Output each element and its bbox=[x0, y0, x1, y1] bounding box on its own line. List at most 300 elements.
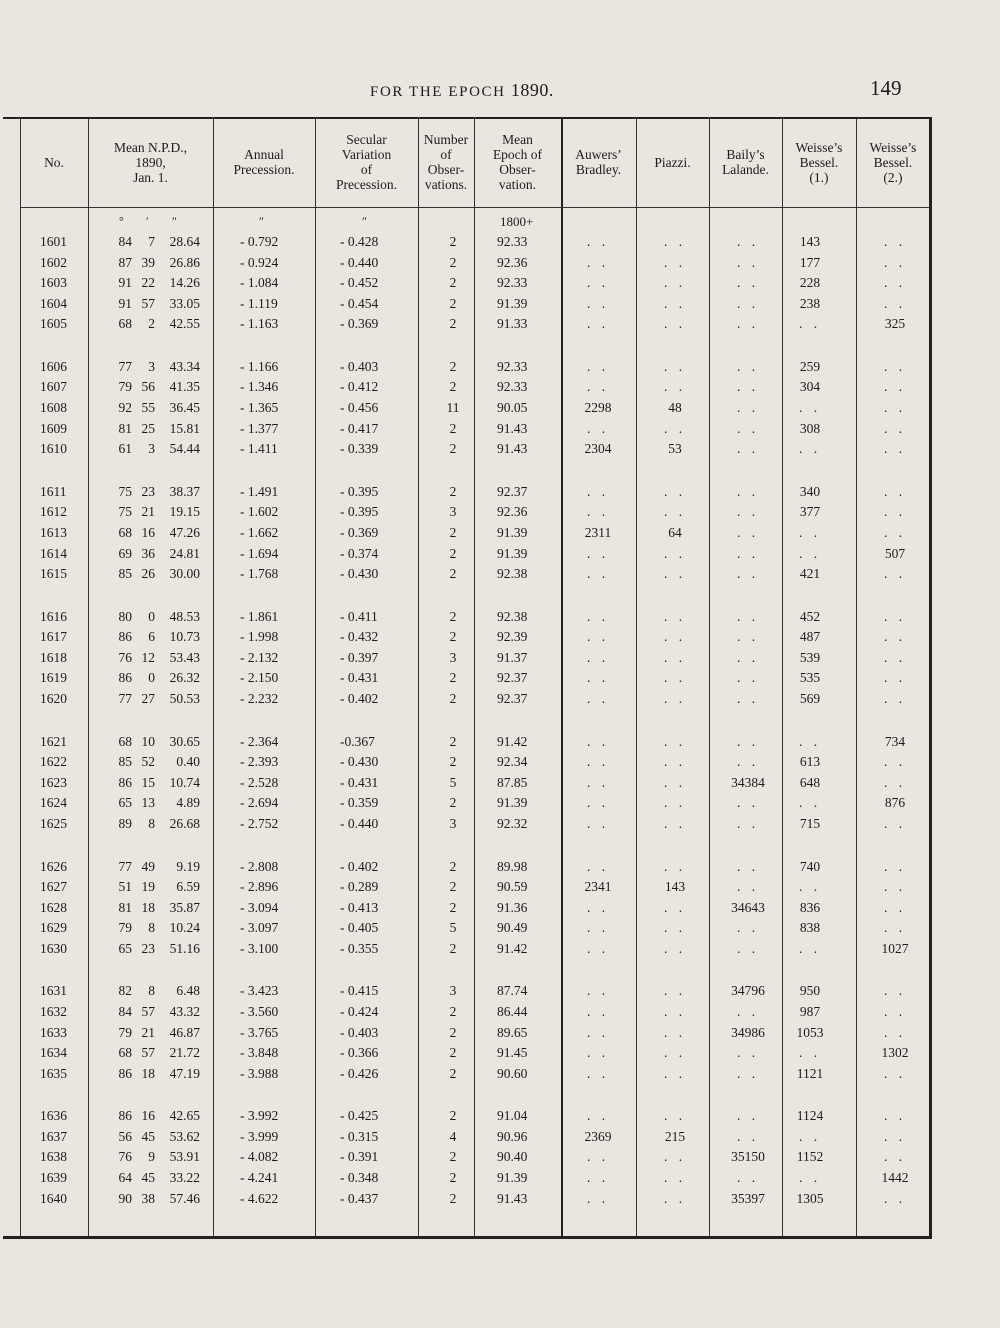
star-number: 1640 bbox=[40, 1190, 67, 1206]
weisse-bessel-1-ref: 1053 bbox=[796, 1024, 824, 1040]
piazzi-ref: . . bbox=[663, 1149, 687, 1165]
npd-minutes: 22 bbox=[141, 275, 155, 291]
observation-count: 2 bbox=[449, 879, 457, 895]
lalande-ref: . . bbox=[736, 608, 760, 624]
column-header-annual-precession: Annual Precession. bbox=[233, 147, 295, 177]
annual-precession: - 2.132 bbox=[240, 649, 279, 665]
weisse-bessel-2-ref: . . bbox=[883, 670, 907, 686]
weisse-bessel-1-ref: . . bbox=[798, 400, 822, 416]
auwers-bradley-ref: . . bbox=[586, 920, 610, 936]
observation-count: 2 bbox=[449, 234, 457, 249]
weisse-bessel-2-ref: . . bbox=[883, 504, 907, 520]
npd-degrees: 84 bbox=[118, 234, 132, 249]
mean-epoch: 91.45 bbox=[497, 1045, 528, 1061]
secular-variation: - 0.411 bbox=[340, 608, 378, 624]
npd-seconds: 50.53 bbox=[169, 691, 200, 707]
npd-degrees: 79 bbox=[118, 920, 132, 936]
mean-epoch: 87.74 bbox=[497, 983, 528, 999]
auwers-bradley-ref: . . bbox=[586, 545, 610, 561]
lalande-ref: . . bbox=[736, 1170, 760, 1186]
piazzi-ref: . . bbox=[663, 858, 687, 874]
lalande-ref: . . bbox=[736, 879, 760, 895]
secular-variation: - 0.395 bbox=[340, 483, 379, 499]
piazzi-ref: 64 bbox=[668, 524, 682, 540]
npd-seconds: 28.64 bbox=[169, 234, 200, 249]
secular-variation: - 0.369 bbox=[340, 524, 379, 540]
npd-minutes: 3 bbox=[148, 441, 155, 457]
npd-degrees: 81 bbox=[118, 420, 132, 436]
mean-epoch: 90.60 bbox=[497, 1065, 528, 1081]
npd-seconds: 41.35 bbox=[169, 379, 200, 395]
auwers-bradley-ref: . . bbox=[586, 504, 610, 520]
npd-seconds: 42.65 bbox=[169, 1108, 200, 1124]
annual-precession: - 3.560 bbox=[240, 1003, 279, 1019]
weisse-bessel-1-ref: 539 bbox=[799, 649, 821, 665]
table-row bbox=[0, 1045, 1000, 1065]
weisse-bessel-1-ref: . . bbox=[798, 940, 822, 956]
npd-minutes: 27 bbox=[141, 691, 155, 707]
annual-precession: - 1.694 bbox=[240, 545, 279, 561]
star-number: 1622 bbox=[40, 754, 67, 770]
piazzi-ref: . . bbox=[663, 316, 687, 332]
weisse-bessel-1-ref: 377 bbox=[799, 504, 821, 520]
column-header-secular-variation: Secular Variation of Precession. bbox=[335, 132, 398, 192]
table-row bbox=[0, 504, 1000, 524]
piazzi-ref: . . bbox=[663, 504, 687, 520]
auwers-bradley-ref: . . bbox=[586, 983, 610, 999]
table-row bbox=[0, 421, 1000, 441]
lalande-ref: . . bbox=[736, 358, 760, 374]
column-header-mean-npd: Mean N.P.D., 1890, Jan. 1. bbox=[113, 139, 188, 185]
piazzi-ref: . . bbox=[663, 1170, 687, 1186]
npd-degrees: 51 bbox=[118, 879, 132, 895]
weisse-bessel-1-ref: 177 bbox=[799, 254, 821, 270]
weisse-bessel-1-ref: . . bbox=[798, 545, 822, 561]
piazzi-ref: . . bbox=[663, 566, 687, 582]
piazzi-ref: . . bbox=[663, 358, 687, 374]
secular-variation: - 0.440 bbox=[340, 254, 379, 270]
mean-epoch: 91.33 bbox=[497, 316, 528, 332]
annual-precession: - 3.999 bbox=[240, 1128, 279, 1144]
weisse-bessel-1-ref: . . bbox=[798, 524, 822, 540]
npd-minutes: 6 bbox=[148, 629, 155, 645]
observation-count: 2 bbox=[449, 254, 457, 270]
observation-count: 2 bbox=[449, 1045, 457, 1061]
mean-epoch: 92.37 bbox=[497, 691, 528, 707]
star-number: 1637 bbox=[40, 1128, 67, 1144]
secular-variation: - 0.440 bbox=[340, 815, 379, 831]
annual-precession: - 3.848 bbox=[240, 1045, 279, 1061]
table-row bbox=[0, 546, 1000, 566]
observation-count: 2 bbox=[449, 1149, 457, 1165]
mean-epoch: 91.42 bbox=[497, 733, 528, 749]
secular-variation: - 0.452 bbox=[340, 275, 379, 291]
annual-precession: - 1.119 bbox=[240, 295, 278, 311]
table-row bbox=[0, 795, 1000, 815]
auwers-bradley-ref: . . bbox=[586, 1108, 610, 1124]
npd-seconds: 10.73 bbox=[169, 629, 200, 645]
npd-degrees: 86 bbox=[118, 774, 132, 790]
npd-minutes: 0 bbox=[148, 670, 155, 686]
star-number: 1605 bbox=[40, 316, 67, 332]
piazzi-ref: . . bbox=[663, 545, 687, 561]
annual-precession: - 3.988 bbox=[240, 1065, 279, 1081]
table-row bbox=[0, 879, 1000, 899]
mean-epoch: 90.49 bbox=[497, 920, 528, 936]
table-row bbox=[0, 296, 1000, 316]
piazzi-ref: . . bbox=[663, 608, 687, 624]
lalande-ref: . . bbox=[736, 524, 760, 540]
secular-variation: - 0.428 bbox=[340, 234, 379, 249]
npd-degrees: 79 bbox=[118, 1024, 132, 1040]
mean-epoch: 91.04 bbox=[497, 1108, 528, 1124]
secular-variation: - 0.454 bbox=[340, 295, 379, 311]
mean-epoch: 91.36 bbox=[497, 899, 528, 915]
observation-count: 4 bbox=[449, 1128, 457, 1144]
piazzi-ref: . . bbox=[663, 254, 687, 270]
secular-variation: - 0.402 bbox=[340, 691, 379, 707]
piazzi-ref: . . bbox=[663, 920, 687, 936]
annual-precession: - 1.163 bbox=[240, 316, 279, 332]
auwers-bradley-ref: . . bbox=[586, 649, 610, 665]
mean-epoch: 91.39 bbox=[497, 795, 528, 811]
observation-count: 2 bbox=[449, 754, 457, 770]
weisse-bessel-2-ref: . . bbox=[883, 441, 907, 457]
npd-seconds: 26.68 bbox=[169, 815, 200, 831]
table-row bbox=[0, 484, 1000, 504]
npd-degrees: 77 bbox=[118, 858, 132, 874]
lalande-ref: . . bbox=[736, 316, 760, 332]
auwers-bradley-ref: . . bbox=[586, 858, 610, 874]
secular-variation: - 0.430 bbox=[340, 566, 379, 582]
weisse-bessel-1-ref: . . bbox=[798, 316, 822, 332]
npd-degrees: 81 bbox=[118, 899, 132, 915]
unit-degree: ° bbox=[119, 214, 124, 228]
secular-variation: - 0.355 bbox=[340, 940, 379, 956]
weisse-bessel-1-ref: 838 bbox=[799, 920, 821, 936]
npd-seconds: 6.59 bbox=[176, 879, 200, 895]
piazzi-ref: . . bbox=[663, 940, 687, 956]
star-number: 1636 bbox=[40, 1108, 67, 1124]
table-row bbox=[0, 754, 1000, 774]
npd-minutes: 13 bbox=[141, 795, 155, 811]
mean-epoch: 91.42 bbox=[497, 940, 528, 956]
npd-seconds: 54.44 bbox=[169, 441, 200, 457]
weisse-bessel-2-ref: . . bbox=[883, 879, 907, 895]
annual-precession: - 1.346 bbox=[240, 379, 279, 395]
npd-degrees: 86 bbox=[118, 670, 132, 686]
auwers-bradley-ref: . . bbox=[586, 316, 610, 332]
star-number: 1609 bbox=[40, 420, 67, 436]
npd-seconds: 43.34 bbox=[169, 358, 200, 374]
npd-seconds: 53.43 bbox=[169, 649, 200, 665]
observation-count: 2 bbox=[449, 691, 457, 707]
auwers-bradley-ref: . . bbox=[586, 358, 610, 374]
mean-epoch: 90.05 bbox=[497, 400, 528, 416]
table-row bbox=[0, 900, 1000, 920]
piazzi-ref: . . bbox=[663, 983, 687, 999]
observation-count: 2 bbox=[449, 1190, 457, 1206]
weisse-bessel-2-ref: . . bbox=[883, 774, 907, 790]
weisse-bessel-1-ref: 535 bbox=[799, 670, 821, 686]
mean-epoch: 91.43 bbox=[497, 441, 528, 457]
table-row bbox=[0, 566, 1000, 586]
npd-minutes: 23 bbox=[141, 483, 155, 499]
column-header-weisses-bessel-1: Weisse’s Bessel. (1.) bbox=[795, 139, 843, 185]
npd-degrees: 68 bbox=[118, 524, 132, 540]
annual-precession: - 2.528 bbox=[240, 774, 279, 790]
lalande-ref: . . bbox=[736, 275, 760, 291]
lalande-ref: . . bbox=[736, 754, 760, 770]
lalande-ref: . . bbox=[736, 483, 760, 499]
secular-variation: - 0.425 bbox=[340, 1108, 379, 1124]
weisse-bessel-2-ref: . . bbox=[883, 920, 907, 936]
annual-precession: - 0.924 bbox=[240, 254, 279, 270]
weisse-bessel-1-ref: 987 bbox=[799, 1003, 821, 1019]
piazzi-ref: . . bbox=[663, 774, 687, 790]
mean-epoch: 92.33 bbox=[497, 379, 528, 395]
observation-count: 2 bbox=[449, 295, 457, 311]
observation-count: 3 bbox=[449, 815, 457, 831]
observation-count: 2 bbox=[449, 858, 457, 874]
lalande-ref: . . bbox=[736, 1128, 760, 1144]
observation-count: 2 bbox=[449, 629, 457, 645]
table-row bbox=[0, 691, 1000, 711]
npd-seconds: 47.26 bbox=[169, 524, 200, 540]
npd-seconds: 30.65 bbox=[169, 733, 200, 749]
secular-variation: - 0.432 bbox=[340, 629, 379, 645]
mean-epoch: 92.33 bbox=[497, 275, 528, 291]
table-row bbox=[0, 941, 1000, 961]
table-row bbox=[0, 670, 1000, 690]
weisse-bessel-2-ref: . . bbox=[883, 1149, 907, 1165]
lalande-ref: . . bbox=[736, 504, 760, 520]
secular-variation: - 0.403 bbox=[340, 358, 379, 374]
table-row bbox=[0, 234, 1000, 254]
running-title-text: FOR THE EPOCH bbox=[370, 84, 511, 100]
npd-minutes: 25 bbox=[141, 420, 155, 436]
mean-epoch: 92.34 bbox=[497, 754, 528, 770]
npd-minutes: 16 bbox=[141, 1108, 155, 1124]
npd-seconds: 19.15 bbox=[169, 504, 200, 520]
table-row bbox=[0, 734, 1000, 754]
table-row bbox=[0, 1170, 1000, 1190]
npd-degrees: 75 bbox=[118, 483, 132, 499]
secular-variation: - 0.369 bbox=[340, 316, 379, 332]
piazzi-ref: . . bbox=[663, 1190, 687, 1206]
weisse-bessel-1-ref: . . bbox=[798, 1128, 822, 1144]
table-row bbox=[0, 1025, 1000, 1045]
lalande-ref: . . bbox=[736, 670, 760, 686]
npd-degrees: 80 bbox=[118, 608, 132, 624]
secular-variation: - 0.412 bbox=[340, 379, 379, 395]
star-number: 1634 bbox=[40, 1045, 67, 1061]
auwers-bradley-ref: . . bbox=[586, 1190, 610, 1206]
weisse-bessel-2-ref: . . bbox=[883, 1190, 907, 1206]
mean-epoch: 92.38 bbox=[497, 608, 528, 624]
piazzi-ref: . . bbox=[663, 483, 687, 499]
mean-epoch: 91.43 bbox=[497, 1190, 528, 1206]
npd-degrees: 82 bbox=[118, 983, 132, 999]
observation-count: 2 bbox=[449, 733, 457, 749]
weisse-bessel-1-ref: 613 bbox=[799, 754, 821, 770]
star-number: 1628 bbox=[40, 899, 67, 915]
mean-epoch: 87.85 bbox=[497, 774, 528, 790]
star-number: 1621 bbox=[40, 733, 67, 749]
annual-precession: - 2.752 bbox=[240, 815, 279, 831]
weisse-bessel-2-ref: 1302 bbox=[881, 1045, 909, 1061]
mean-epoch: 90.59 bbox=[497, 879, 528, 895]
weisse-bessel-2-ref: . . bbox=[883, 420, 907, 436]
mean-epoch: 89.65 bbox=[497, 1024, 528, 1040]
auwers-bradley-ref: . . bbox=[586, 1024, 610, 1040]
observation-count: 2 bbox=[449, 1065, 457, 1081]
piazzi-ref: . . bbox=[663, 815, 687, 831]
npd-minutes: 3 bbox=[148, 358, 155, 374]
weisse-bessel-2-ref: 1027 bbox=[881, 940, 909, 956]
star-number: 1603 bbox=[40, 275, 67, 291]
secular-variation: - 0.289 bbox=[340, 879, 379, 895]
star-number: 1612 bbox=[40, 504, 67, 520]
star-number: 1627 bbox=[40, 879, 67, 895]
unit-secular: ″ bbox=[362, 214, 367, 228]
weisse-bessel-2-ref: . . bbox=[883, 234, 907, 249]
weisse-bessel-2-ref: . . bbox=[883, 1024, 907, 1040]
npd-minutes: 45 bbox=[141, 1128, 155, 1144]
mean-epoch: 92.32 bbox=[497, 815, 528, 831]
npd-degrees: 77 bbox=[118, 358, 132, 374]
weisse-bessel-1-ref: 238 bbox=[799, 295, 821, 311]
running-title bbox=[370, 80, 554, 101]
weisse-bessel-1-ref: . . bbox=[798, 441, 822, 457]
secular-variation: - 0.431 bbox=[340, 670, 379, 686]
lalande-ref: . . bbox=[736, 1003, 760, 1019]
lalande-ref: . . bbox=[736, 400, 760, 416]
npd-degrees: 87 bbox=[118, 254, 132, 270]
observation-count: 5 bbox=[449, 774, 457, 790]
secular-variation: - 0.374 bbox=[340, 545, 379, 561]
secular-variation: - 0.402 bbox=[340, 858, 379, 874]
star-number: 1629 bbox=[40, 920, 67, 936]
annual-precession: - 1.998 bbox=[240, 629, 279, 645]
observation-count: 2 bbox=[449, 670, 457, 686]
npd-seconds: 10.74 bbox=[169, 774, 200, 790]
npd-seconds: 35.87 bbox=[169, 899, 200, 915]
annual-precession: - 2.808 bbox=[240, 858, 279, 874]
annual-precession: - 1.166 bbox=[240, 358, 279, 374]
lalande-ref: 34796 bbox=[731, 983, 765, 999]
column-header-no: No. bbox=[44, 154, 64, 170]
table-row bbox=[0, 379, 1000, 399]
npd-seconds: 14.26 bbox=[169, 275, 200, 291]
piazzi-ref: . . bbox=[663, 733, 687, 749]
secular-variation: - 0.417 bbox=[340, 420, 379, 436]
secular-variation: - 0.359 bbox=[340, 795, 379, 811]
annual-precession: - 1.411 bbox=[240, 441, 278, 457]
npd-degrees: 85 bbox=[118, 566, 132, 582]
column-header-mean-epoch: Mean Epoch of Obser- vation. bbox=[492, 132, 543, 192]
annual-precession: - 2.393 bbox=[240, 754, 279, 770]
observation-count: 2 bbox=[449, 608, 457, 624]
table-row bbox=[0, 441, 1000, 461]
npd-seconds: 47.19 bbox=[169, 1065, 200, 1081]
lalande-ref: . . bbox=[736, 1065, 760, 1081]
column-header-number-of-observations: Number of Obser- vations. bbox=[423, 132, 469, 192]
annual-precession: - 3.992 bbox=[240, 1108, 279, 1124]
npd-seconds: 15.81 bbox=[169, 420, 200, 436]
secular-variation: - 0.339 bbox=[340, 441, 379, 457]
secular-variation: - 0.437 bbox=[340, 1190, 379, 1206]
weisse-bessel-1-ref: 950 bbox=[799, 983, 821, 999]
npd-degrees: 84 bbox=[118, 1003, 132, 1019]
weisse-bessel-1-ref: 304 bbox=[799, 379, 821, 395]
npd-seconds: 48.53 bbox=[169, 608, 200, 624]
star-number: 1635 bbox=[40, 1065, 67, 1081]
npd-minutes: 45 bbox=[141, 1170, 155, 1186]
piazzi-ref: . . bbox=[663, 670, 687, 686]
weisse-bessel-1-ref: 143 bbox=[799, 234, 821, 249]
weisse-bessel-2-ref: . . bbox=[883, 608, 907, 624]
weisse-bessel-1-ref: 308 bbox=[799, 420, 821, 436]
secular-variation: - 0.403 bbox=[340, 1024, 379, 1040]
star-number: 1615 bbox=[40, 566, 67, 582]
secular-variation: - 0.405 bbox=[340, 920, 379, 936]
observation-count: 2 bbox=[449, 420, 457, 436]
lalande-ref: . . bbox=[736, 566, 760, 582]
secular-variation: - 0.424 bbox=[340, 1003, 379, 1019]
npd-minutes: 18 bbox=[141, 899, 155, 915]
mean-epoch: 92.36 bbox=[497, 504, 528, 520]
piazzi-ref: . . bbox=[663, 1003, 687, 1019]
npd-degrees: 61 bbox=[118, 441, 132, 457]
npd-degrees: 56 bbox=[118, 1128, 132, 1144]
observation-count: 2 bbox=[449, 940, 457, 956]
observation-count: 2 bbox=[449, 483, 457, 499]
npd-minutes: 8 bbox=[148, 920, 155, 936]
secular-variation: - 0.430 bbox=[340, 754, 379, 770]
npd-minutes: 15 bbox=[141, 774, 155, 790]
piazzi-ref: . . bbox=[663, 795, 687, 811]
mean-epoch: 92.37 bbox=[497, 483, 528, 499]
weisse-bessel-1-ref: 1152 bbox=[796, 1149, 824, 1165]
weisse-bessel-2-ref: . . bbox=[883, 899, 907, 915]
auwers-bradley-ref: 2304 bbox=[584, 441, 612, 457]
observation-count: 2 bbox=[449, 524, 457, 540]
weisse-bessel-2-ref: . . bbox=[883, 295, 907, 311]
annual-precession: - 1.084 bbox=[240, 275, 279, 291]
npd-minutes: 21 bbox=[141, 504, 155, 520]
column-header-weisses-bessel-2: Weisse’s Bessel. (2.) bbox=[869, 139, 917, 185]
column-header-bailys-lalande: Baily’s Lalande. bbox=[722, 147, 769, 177]
unit-second: ″ bbox=[172, 214, 177, 228]
auwers-bradley-ref: 2341 bbox=[584, 879, 612, 895]
secular-variation: - 0.426 bbox=[340, 1065, 379, 1081]
piazzi-ref: . . bbox=[663, 234, 687, 249]
secular-variation: - 0.395 bbox=[340, 504, 379, 520]
mean-epoch: 86.44 bbox=[497, 1003, 528, 1019]
table-row bbox=[0, 1129, 1000, 1149]
star-number: 1625 bbox=[40, 815, 67, 831]
npd-seconds: 51.16 bbox=[169, 940, 200, 956]
annual-precession: - 2.150 bbox=[240, 670, 279, 686]
npd-minutes: 39 bbox=[141, 254, 155, 270]
annual-precession: - 3.100 bbox=[240, 940, 279, 956]
observation-count: 2 bbox=[449, 566, 457, 582]
weisse-bessel-1-ref: 1305 bbox=[796, 1190, 824, 1206]
weisse-bessel-1-ref: . . bbox=[798, 795, 822, 811]
npd-seconds: 38.37 bbox=[169, 483, 200, 499]
unit-precession: ″ bbox=[259, 214, 264, 228]
